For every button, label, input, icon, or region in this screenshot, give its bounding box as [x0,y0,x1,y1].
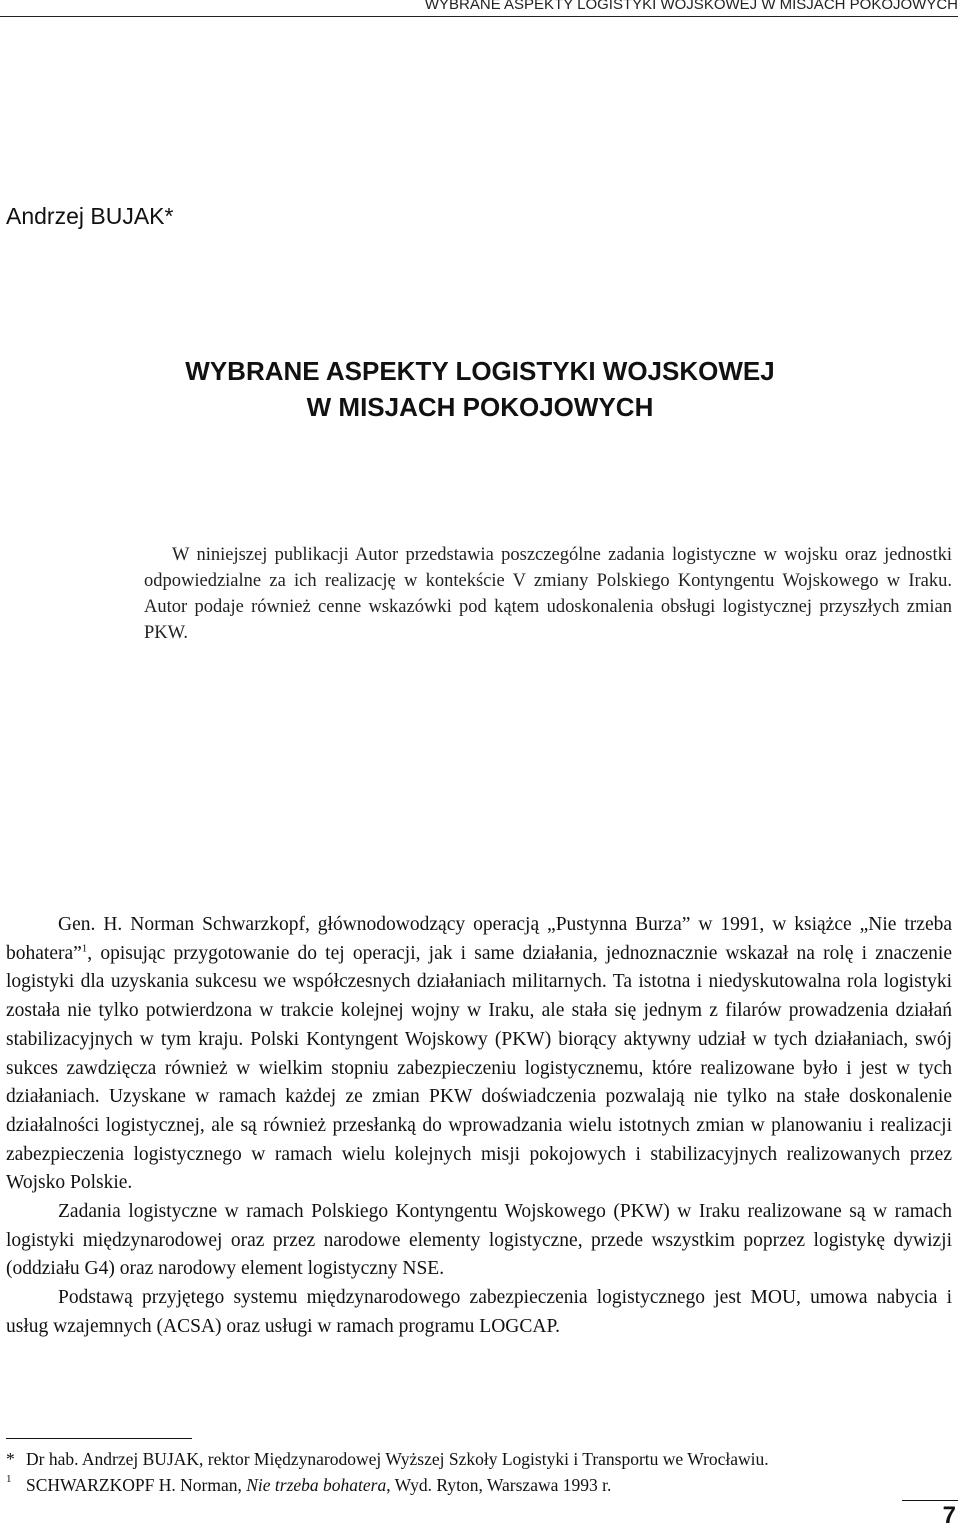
body-paragraph-1-start: Gen. H. Norman Schwarzkopf, głównodowodzący operacją „Pustynna Burza” w 1991, w książce „Nie trzeba bohatera” [6,914,952,964]
body-paragraph-3: Podstawą przyjętego systemu międzynarodowego zabezpieczenia logistycznego jest MOU, umowa nabycia i usług wzajemnych (ACSA) oraz usługi w ramach programu LOGCAP. [6,1287,952,1337]
article-title-line-2: W MISJACH POKOJOWYCH [306,392,654,422]
article-title [0,353,960,425]
abstract [144,542,952,646]
footnote-book-title: Nie trzeba bohatera [246,1475,387,1495]
footnote-text: SCHWARZKOPF H. Norman, [26,1475,247,1495]
body-paragraph-2: Zadania logistyczne w ramach Polskiego Kontyngentu Wojskowego (PKW) w Iraku realizowane są w ramach logistyki międzynarodowej oraz przez narodowe elementy logistyczne, przede wszystkim poprzez logistykę dywizji (oddziału G4) oraz narodowy element logistyczny NSE. [6,1201,952,1280]
running-head: WYBRANE ASPEKTY LOGISTYKI WOJSKOWEJ W MISJACH POKOJOWYCH [0,0,958,17]
footnote-mark: * [6,1449,15,1469]
author-name: Andrzej BUJAK* [6,203,174,229]
page-number: 7 [942,1502,956,1529]
footnote-text: Dr hab. Andrzej BUJAK, rektor Międzynarodowej Wyższej Szkoły Logistyki i Transportu we Wrocławiu. [26,1449,769,1469]
body-paragraph-1-rest: , opisując przygotowanie do tej operacji, jak i same działania, jednoznacznie wskazał na rolę i znaczenie logistyki dla uzyskania sukcesu we współczesnych działaniach militarnych. Ta istotna i niedyskutowalna rola logistyki została nie tylko potwierdzona w trakcie kolejnej wojny w Iraku, ale stała się jednym z filarów prowadzenia działań stabilizacyjnych w tym kraju. Polski Kontyngent Wojskowy (PKW) biorący aktywny udział w tych działaniach, swój sukces zawdzięcza również w wielkim stopniu zabezpieczeniu logistycznemu, które realizowane było i jest w tych działaniach. Uzyskane w ramach każdej ze zmian PKW doświadczenia pozwalają nie tylko na stałe doskonalenie działalności logistycznej, ale są również przesłanką do wprowadzania wielu istotnych zmian w planowaniu i realizacji zabezpieczenia logistycznego w ramach wielu kolejnych misji pokojowych i stabilizacyjnych realizowanych przez Wojsko Polskie. [6,942,952,1194]
footnote-reference-1: 1 [81,942,88,955]
abstract-paragraph: W niniejszej publikacji Autor przedstawia poszczególne zadania logistyczne w wojsku oraz jednostki odpowiedzialne za ich realizację w kontekście V zmiany Polskiego Kontyngentu Wojskowego w Iraku. Autor podaje również cenne wskazówki pod kątem udoskonalenia obsługi logistycznej przyszłych zmian PKW. [144,545,952,643]
page-number-rule [902,1500,958,1501]
footnote-separator [6,1438,192,1439]
footnote-author [6,1446,956,1472]
body-paragraph-1 [6,911,952,1198]
article-title-line-1: WYBRANE ASPEKTY LOGISTYKI WOJSKOWEJ [185,356,775,386]
footnote-mark: 1 [6,1473,12,1485]
footnote-1 [6,1472,956,1498]
footnotes [6,1446,956,1498]
article-body [6,911,952,1342]
footnote-text-end: , Wyd. Ryton, Warszawa 1993 r. [386,1475,612,1495]
